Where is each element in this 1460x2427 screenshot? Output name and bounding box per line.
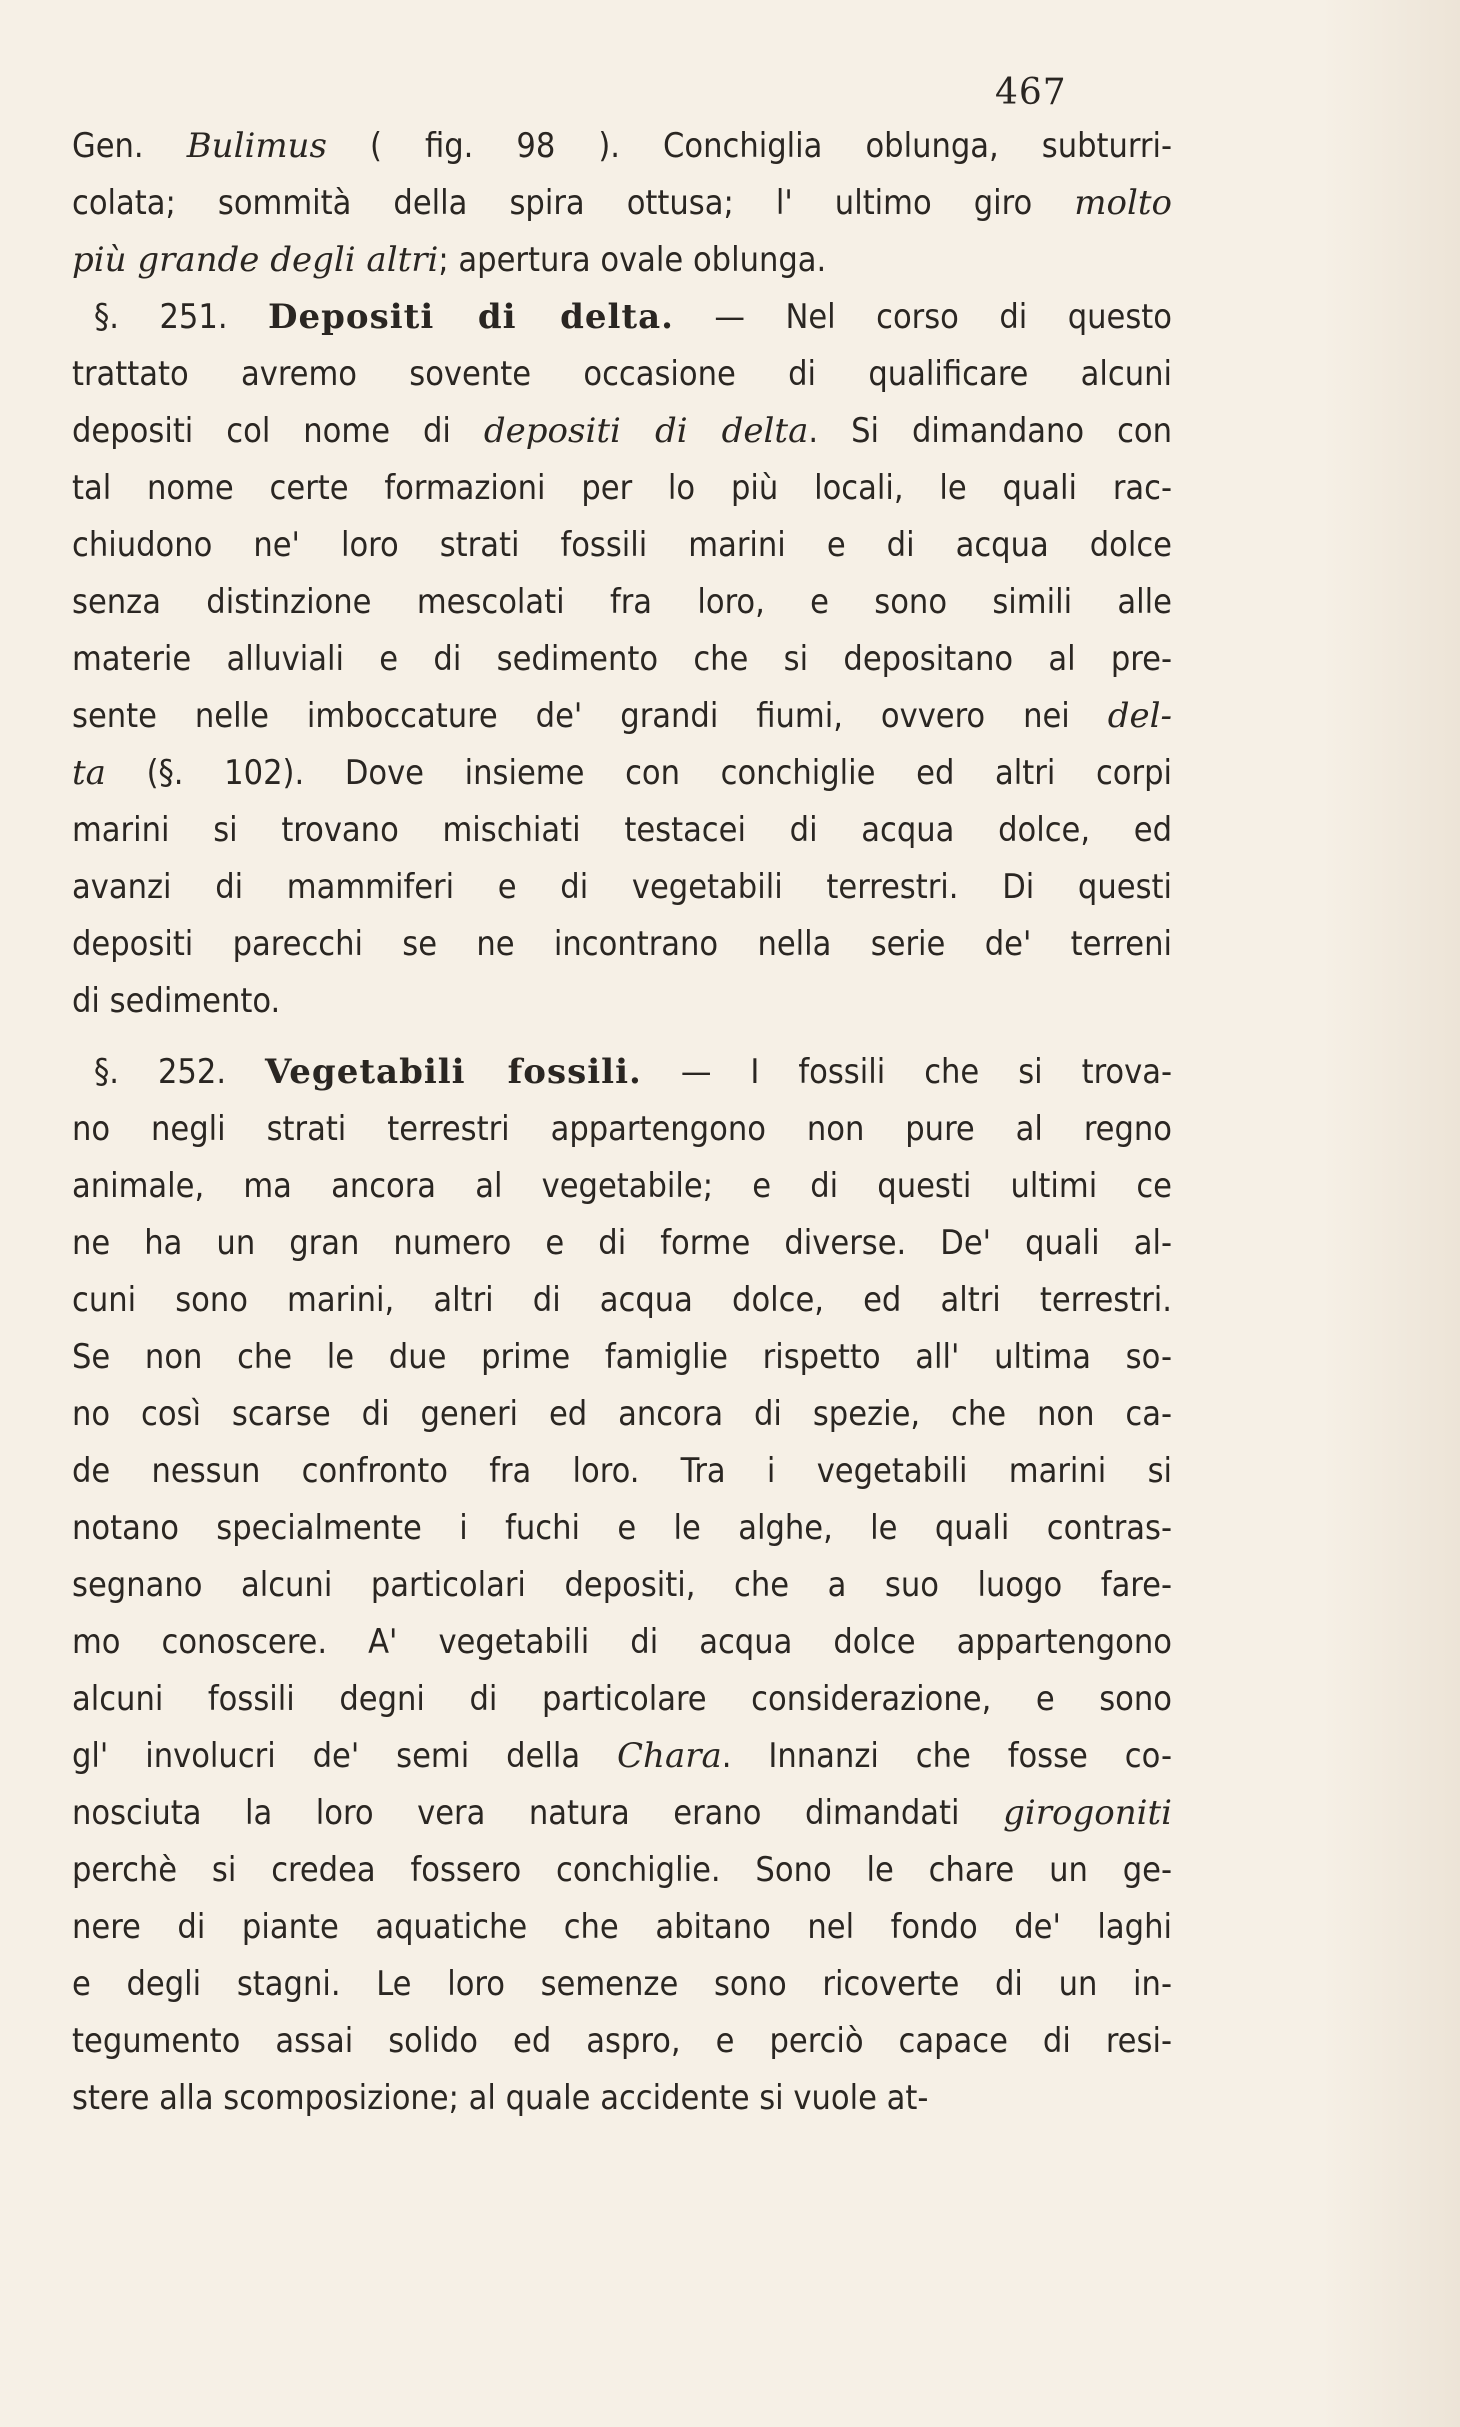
page-number: 467 [995,72,1067,113]
italic-term: depositi di delta [483,411,809,451]
text-line: §. 251. Depositi di delta. — Nel corso di questo [94,297,1172,337]
text-line: depositi parecchi se ne incontrano nella serie de' terreni [72,924,1172,964]
text-line: no così scarse di generi ed ancora di spezie, che non ca- [72,1394,1172,1434]
text-line: tegumento assai solido ed aspro, e perciò capace di resi- [72,2021,1172,2061]
text-line: ta (§. 102). Dove insieme con conchiglie ed altri corpi [72,753,1172,793]
text-line: perchè si credea fossero conchiglie. Sono le chare un ge- [72,1850,1172,1890]
italic-term: girogoniti [1003,1793,1172,1833]
text-line: alcuni fossili degni di particolare considerazione, e sono [72,1679,1172,1719]
page-binding-shadow [1320,0,1460,2427]
italic-term: del- [1107,696,1172,736]
text-line: stere alla scomposizione; al quale accidente si vuole at- [72,2078,929,2118]
text-line: cuni sono marini, altri di acqua dolce, ed altri terrestri. [72,1280,1172,1320]
text-line: colata; sommità della spira ottusa; l' ultimo giro molto [72,183,1172,223]
text-line: materie alluviali e di sedimento che si depositano al pre- [72,639,1172,679]
text-line: trattato avremo sovente occasione di qualificare alcuni [72,354,1172,394]
text-line: di sedimento. [72,981,281,1021]
body-text [72,118,1172,2127]
italic-term: più grande degli altri [72,240,439,280]
text-line: gl' involucri de' semi della Chara. Innanzi che fosse co- [72,1736,1172,1776]
italic-term: molto [1074,183,1172,223]
text-line: avanzi di mammiferi e di vegetabili terrestri. Di questi [72,867,1172,907]
text-line: depositi col nome di depositi di delta. Si dimandano con [72,411,1172,451]
text-line: e degli stagni. Le loro semenze sono ricoverte di un in- [72,1964,1172,2004]
text-line: de nessun confronto fra loro. Tra i vegetabili marini si [72,1451,1172,1491]
text-line: sente nelle imboccature de' grandi fiumi, ovvero nei del- [72,696,1172,736]
text-line: chiudono ne' loro strati fossili marini e di acqua dolce [72,525,1172,565]
text-line: no negli strati terrestri appartengono non pure al regno [72,1109,1172,1149]
text-line: più grande degli altri; apertura ovale oblunga. [72,240,827,280]
italic-term: Bulimus [186,126,327,166]
section-heading: Depositi di delta. [268,297,674,337]
text-line: Gen. Bulimus ( fig. 98 ). Conchiglia oblunga, subturri- [72,126,1172,166]
text-line: tal nome certe formazioni per lo più locali, le quali rac- [72,468,1172,508]
text-line: marini si trovano mischiati testacei di acqua dolce, ed [72,810,1172,850]
text-line: segnano alcuni particolari depositi, che a suo luogo fare- [72,1565,1172,1605]
text-line: ne ha un gran numero e di forme diverse. De' quali al- [72,1223,1172,1263]
text-line: mo conoscere. A' vegetabili di acqua dolce appartengono [72,1622,1172,1662]
italic-term: ta [72,753,106,793]
text-line: §. 252. Vegetabili fossili. — I fossili che si trova- [94,1052,1173,1092]
text-line: nere di piante aquatiche che abitano nel fondo de' laghi [72,1907,1172,1947]
text-line: nosciuta la loro vera natura erano dimandati girogoniti [72,1793,1172,1833]
italic-term: Chara [617,1736,722,1776]
paragraph-spacer [72,1030,1172,1044]
text-line: Se non che le due prime famiglie rispetto all' ultima so- [72,1337,1172,1377]
text-line: senza distinzione mescolati fra loro, e sono simili alle [72,582,1172,622]
text-line: notano specialmente i fuchi e le alghe, le quali contras- [72,1508,1172,1548]
text-line: animale, ma ancora al vegetabile; e di questi ultimi ce [72,1166,1172,1206]
section-heading: Vegetabili fossili. [265,1052,642,1092]
